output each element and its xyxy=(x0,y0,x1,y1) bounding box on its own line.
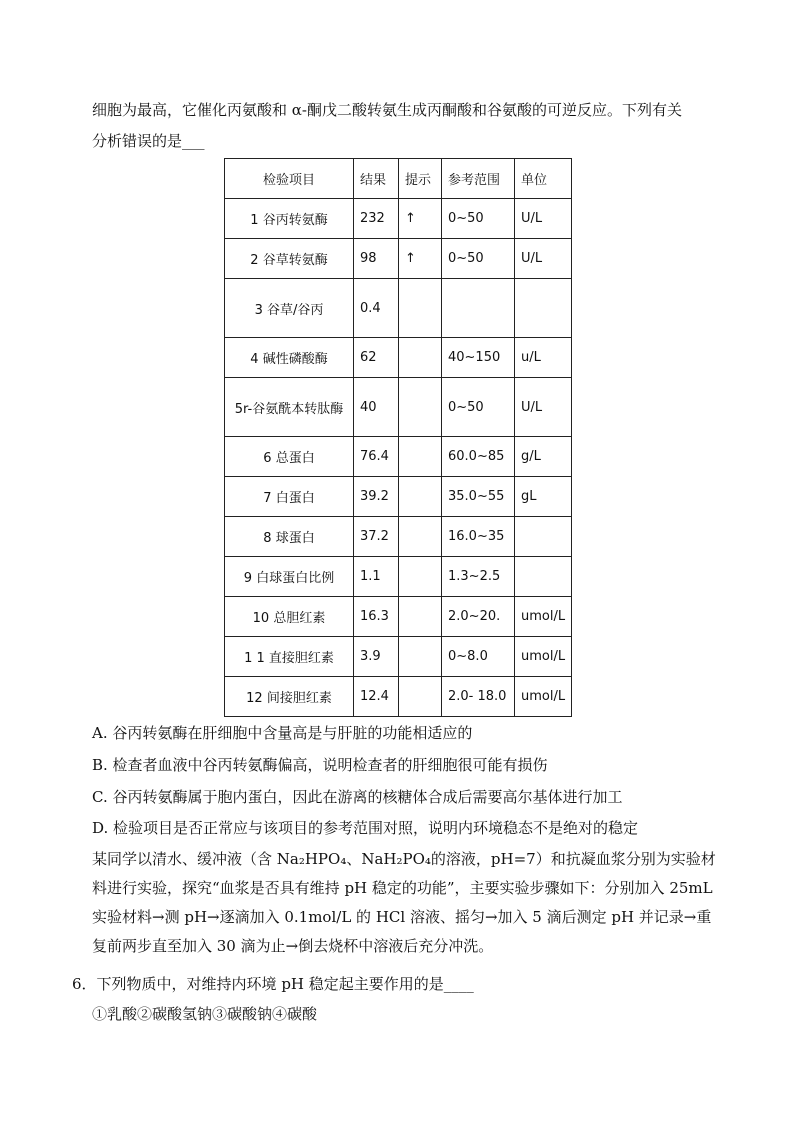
table-cell: umol/L xyxy=(515,597,572,637)
table-row xyxy=(225,279,572,338)
table-cell: 16.3 xyxy=(354,597,399,637)
question-6-choices: ①乳酸②碳酸氢钠③碳酸钠④碳酸 xyxy=(92,1005,318,1023)
table-cell: 9 白球蛋白比例 xyxy=(225,557,354,597)
table-cell: 76.4 xyxy=(354,437,399,477)
table-cell: 0~50 xyxy=(442,239,515,279)
table-cell: 35.0~55 xyxy=(442,477,515,517)
table-cell xyxy=(399,597,442,637)
option-a: A. 谷丙转氨酶在肝细胞中含量高是与肝脏的功能相适应的 xyxy=(92,724,473,742)
table-row xyxy=(225,239,572,279)
table-header-row xyxy=(225,159,572,199)
table-cell xyxy=(399,477,442,517)
table-cell: ↑ xyxy=(399,239,442,279)
header-cell: 结果 xyxy=(354,159,399,199)
table-cell: 5r-谷氨酰本转肽酶 xyxy=(225,378,354,437)
table-row xyxy=(225,637,572,677)
table-cell: 37.2 xyxy=(354,517,399,557)
table-cell: U/L xyxy=(515,199,572,239)
table-cell: 40~150 xyxy=(442,338,515,378)
table-cell: g/L xyxy=(515,437,572,477)
table-cell: 2.0- 18.0 xyxy=(442,677,515,717)
table-cell: umol/L xyxy=(515,637,572,677)
table-cell: 10 总胆红素 xyxy=(225,597,354,637)
experiment-paragraph: 某同学以清水、缓冲液（含 Na₂HPO₄、NaH₂PO₄的溶液，pH=7）和抗凝血浆分别为实验材料进行实验，探究“血浆是否具有维持 pH 稳定的功能”，主要实验步骤如下：分别加入 25mL 实验材料→测 pH→逐滴加入 0.1mol/L 的 HCl 溶液、摇匀→加入 5 滴后测定 pH 并记录→重复前两步直至加入 30 滴为止→倒去烧杯中溶液后充分冲洗。 xyxy=(92,850,716,955)
table-cell: 6 总蛋白 xyxy=(225,437,354,477)
table-row xyxy=(225,378,572,437)
table-cell xyxy=(399,677,442,717)
table-row xyxy=(225,517,572,557)
table-cell: u/L xyxy=(515,338,572,378)
table-cell: 1 1 直接胆红素 xyxy=(225,637,354,677)
table-cell: 60.0~85 xyxy=(442,437,515,477)
table-cell: 0~50 xyxy=(442,199,515,239)
table-cell: 98 xyxy=(354,239,399,279)
table-cell: 12 间接胆红素 xyxy=(225,677,354,717)
table-row xyxy=(225,199,572,239)
option-b: B. 检查者血液中谷丙转氨酶偏高，说明检查者的肝细胞很可能有损伤 xyxy=(92,756,548,774)
intro-line-2: 分析错误的是___ xyxy=(92,132,205,150)
table-cell xyxy=(399,637,442,677)
table-cell xyxy=(515,557,572,597)
header-cell: 检验项目 xyxy=(225,159,354,199)
table-cell: 7 白蛋白 xyxy=(225,477,354,517)
table-cell xyxy=(399,338,442,378)
table-cell: 1.3~2.5 xyxy=(442,557,515,597)
table-cell: 2.0~20. xyxy=(442,597,515,637)
table-row xyxy=(225,557,572,597)
table-cell: umol/L xyxy=(515,677,572,717)
table-cell xyxy=(515,279,572,338)
header-cell: 单位 xyxy=(515,159,572,199)
table-cell: 62 xyxy=(354,338,399,378)
option-d: D. 检验项目是否正常应与该项目的参考范围对照，说明内环境稳态不是绝对的稳定 xyxy=(92,819,639,837)
option-c: C. 谷丙转氨酶属于胞内蛋白，因此在游离的核糖体合成后需要高尔基体进行加工 xyxy=(92,788,623,806)
table-cell: 16.0~35 xyxy=(442,517,515,557)
table-cell xyxy=(399,517,442,557)
table-cell: 40 xyxy=(354,378,399,437)
table-cell xyxy=(399,378,442,437)
table-cell xyxy=(442,279,515,338)
table-row xyxy=(225,477,572,517)
table-cell xyxy=(399,437,442,477)
table-cell xyxy=(399,557,442,597)
table-cell: 1.1 xyxy=(354,557,399,597)
table-cell: 8 球蛋白 xyxy=(225,517,354,557)
table-cell: 0.4 xyxy=(354,279,399,338)
table-row xyxy=(225,338,572,378)
table-cell: gL xyxy=(515,477,572,517)
table-cell xyxy=(515,517,572,557)
table-cell: 0~8.0 xyxy=(442,637,515,677)
question-6-stem: 6．下列物质中，对维持内环境 pH 稳定起主要作用的是____ xyxy=(72,975,474,993)
table-cell: 39.2 xyxy=(354,477,399,517)
lab-results-table xyxy=(224,158,572,717)
table-cell: 4 碱性磷酸酶 xyxy=(225,338,354,378)
table-cell: 1 谷丙转氨酶 xyxy=(225,199,354,239)
table-cell: 2 谷草转氨酶 xyxy=(225,239,354,279)
table-cell: 0~50 xyxy=(442,378,515,437)
table-cell: 12.4 xyxy=(354,677,399,717)
table-row xyxy=(225,677,572,717)
table-cell: U/L xyxy=(515,378,572,437)
table-cell xyxy=(399,279,442,338)
table-cell: U/L xyxy=(515,239,572,279)
intro-line-1: 细胞为最高，它催化丙氨酸和 α-酮戊二酸转氨生成丙酮酸和谷氨酸的可逆反应。下列有关 xyxy=(92,101,682,119)
table-row xyxy=(225,437,572,477)
table-cell: ↑ xyxy=(399,199,442,239)
table-cell: 232 xyxy=(354,199,399,239)
table-cell: 3 谷草/谷丙 xyxy=(225,279,354,338)
header-cell: 参考范围 xyxy=(442,159,515,199)
table-row xyxy=(225,597,572,637)
table-cell: 3.9 xyxy=(354,637,399,677)
header-cell: 提示 xyxy=(399,159,442,199)
